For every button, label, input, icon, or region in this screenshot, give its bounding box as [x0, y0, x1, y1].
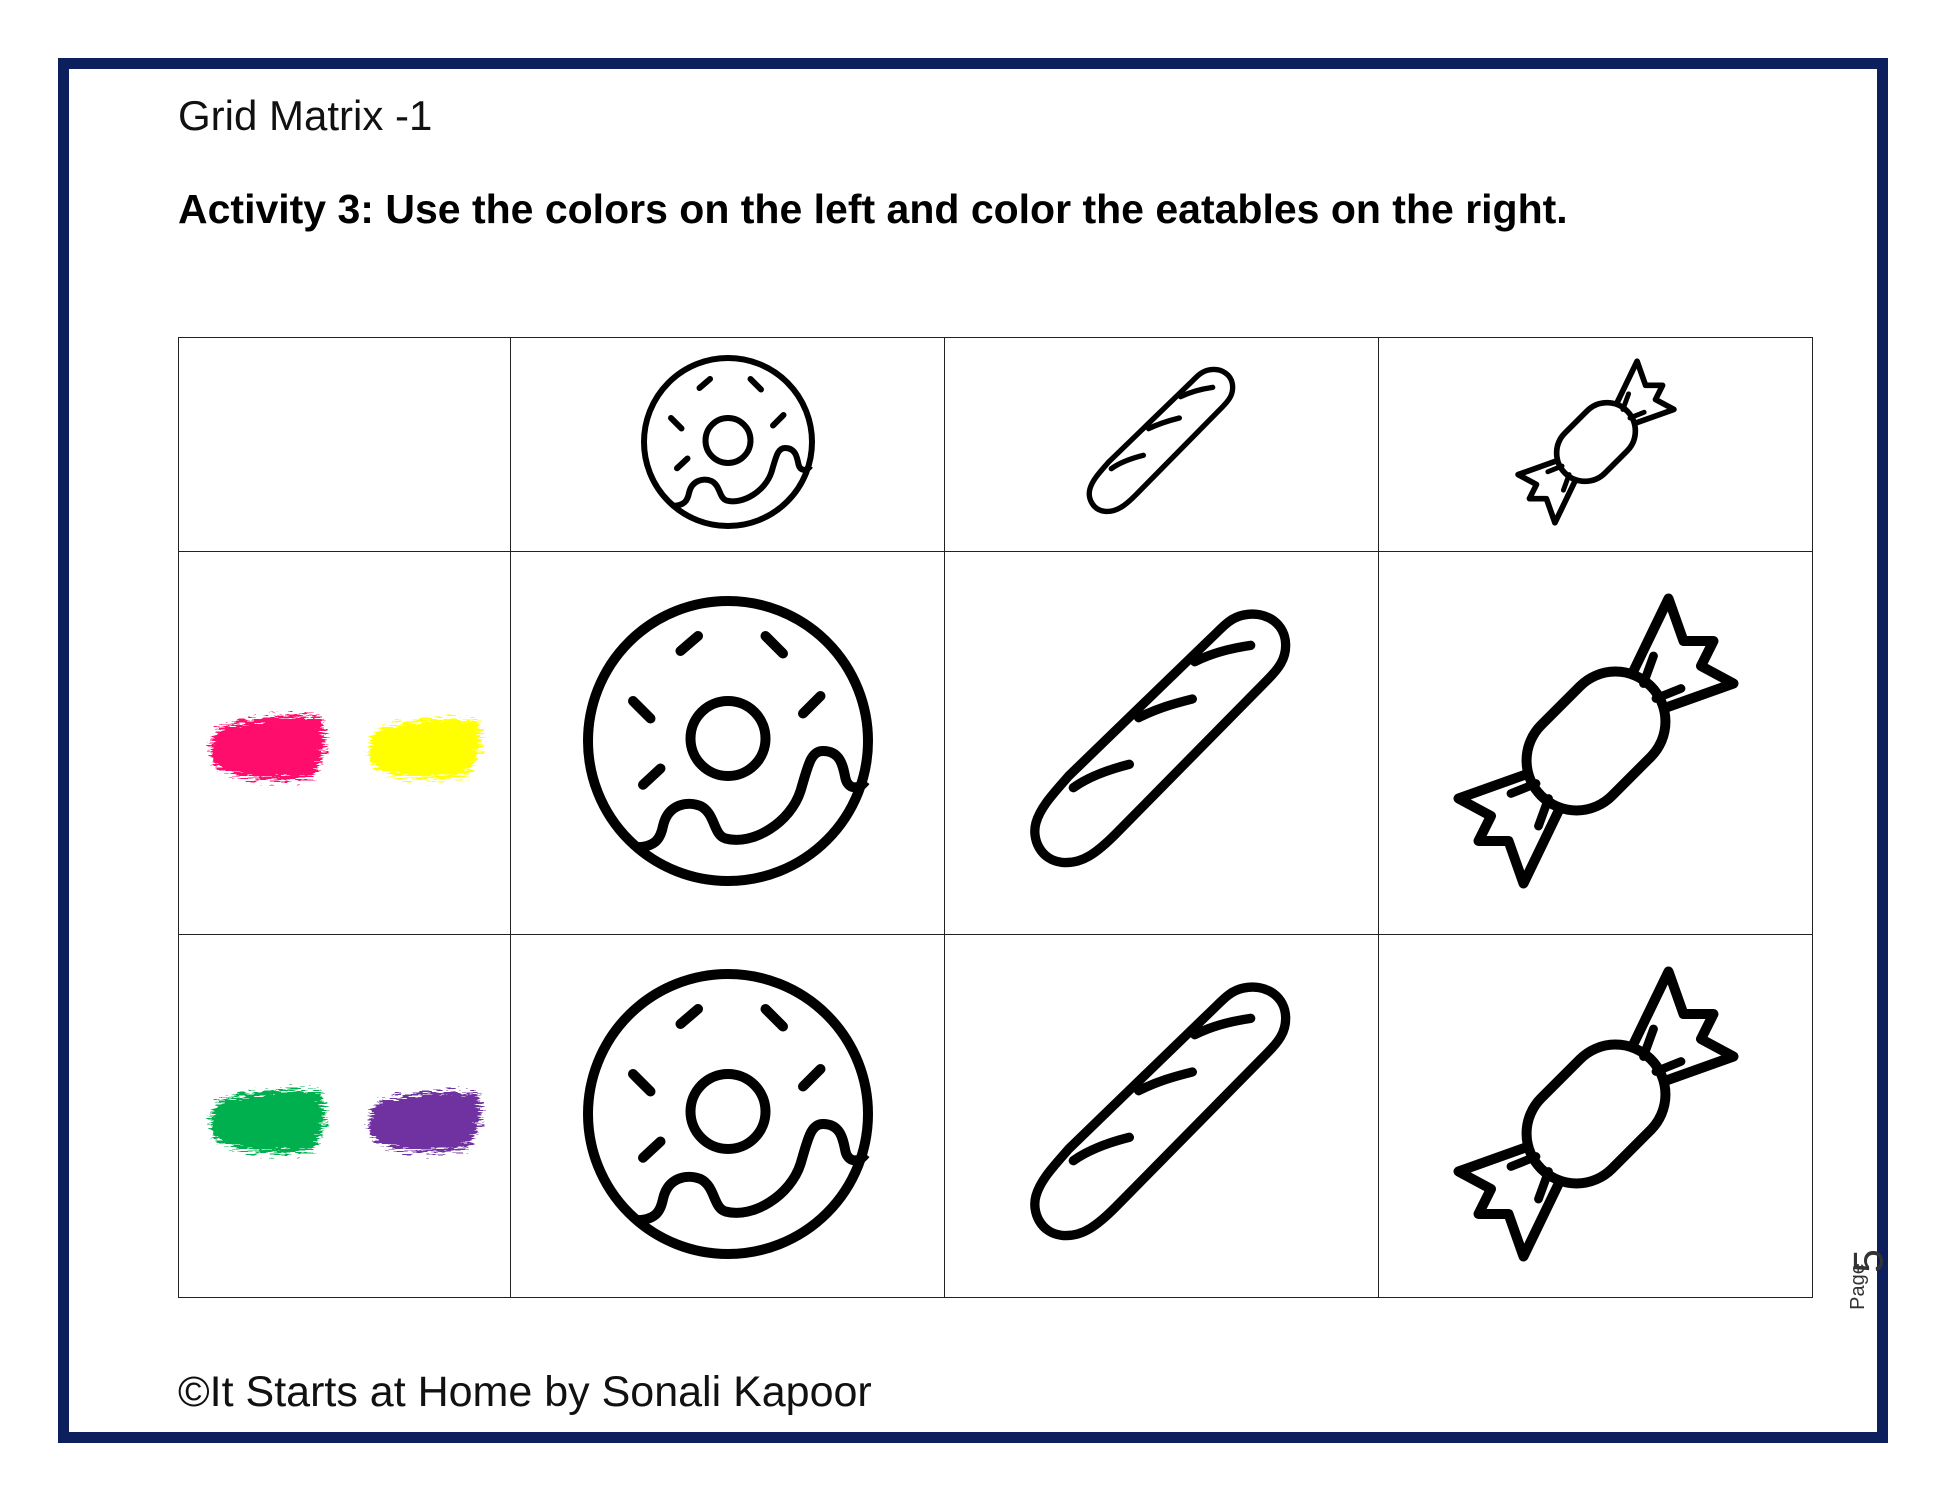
purple-swatch-shape — [369, 1091, 481, 1152]
yellow-swatch-shape — [369, 718, 481, 779]
candy-icon — [1446, 964, 1746, 1264]
donut-icon — [638, 352, 818, 532]
baguette-icon — [1082, 362, 1242, 522]
candy-icon — [1446, 591, 1746, 891]
green-swatch-shape — [211, 1089, 325, 1153]
activity-instruction: Activity 3: Use the colors on the left and color the eatables on the right. — [178, 186, 1568, 232]
donut-cell-row-2 — [511, 935, 945, 1298]
corner-cell — [179, 338, 511, 552]
baguette-icon — [1022, 974, 1302, 1254]
yellow-paint-swatch — [358, 688, 488, 798]
baguette-cell-row-2 — [945, 935, 1379, 1298]
page-label: Page — [1846, 1263, 1869, 1310]
green-paint-swatch — [202, 1061, 332, 1171]
baguette-cell-row-1 — [945, 552, 1379, 935]
header-cell-donut — [511, 338, 945, 552]
color-cell-row-1 — [179, 552, 511, 935]
page-number-value: 5 — [1844, 1249, 1892, 1273]
donut-cell-row-1 — [511, 552, 945, 935]
worksheet-title: Grid Matrix -1 — [178, 92, 433, 139]
page-number — [1844, 1245, 1895, 1325]
donut-icon — [578, 964, 878, 1264]
copyright-footer: ©It Starts at Home by Sonali Kapoor — [178, 1368, 872, 1416]
pink-swatch-shape — [211, 715, 325, 780]
candy-icon — [1511, 357, 1681, 527]
grid-matrix — [178, 337, 1813, 1298]
color-cell-row-2 — [179, 935, 511, 1298]
candy-cell-row-1 — [1379, 552, 1813, 935]
purple-paint-swatch — [358, 1061, 488, 1171]
donut-icon — [578, 591, 878, 891]
header-cell-baguette — [945, 338, 1379, 552]
header-cell-candy — [1379, 338, 1813, 552]
baguette-icon — [1022, 601, 1302, 881]
candy-cell-row-2 — [1379, 935, 1813, 1298]
pink-paint-swatch — [202, 688, 332, 798]
